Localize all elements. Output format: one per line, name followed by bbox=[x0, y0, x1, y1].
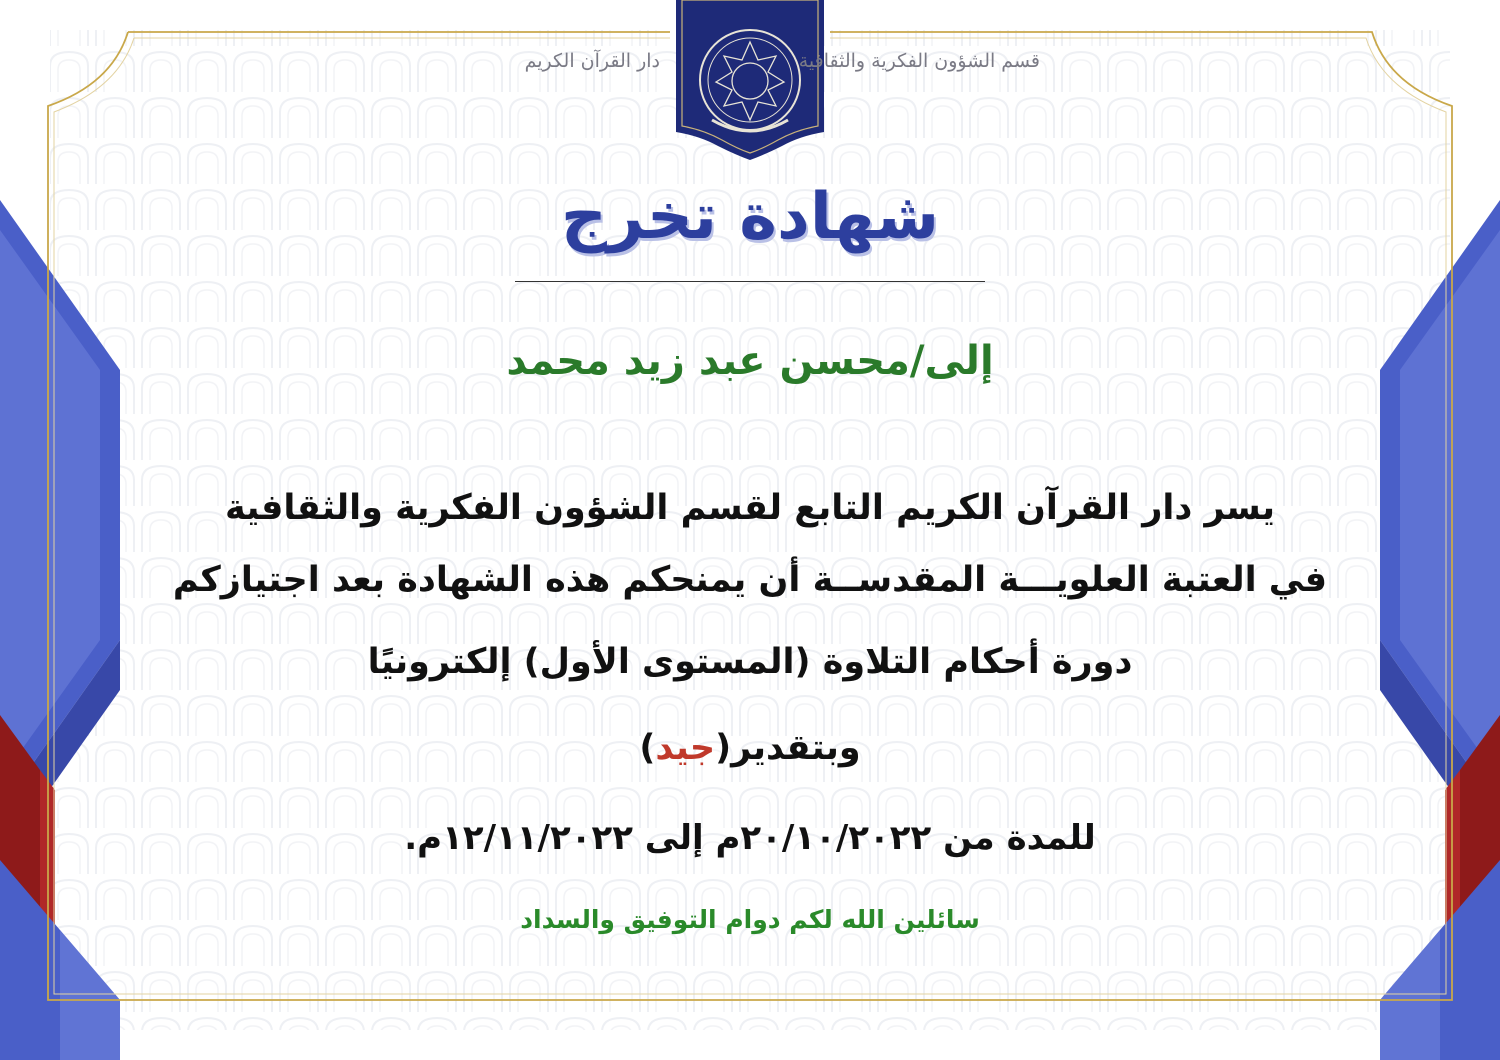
holy-shrine-seal bbox=[672, 0, 828, 160]
grade-open-paren: ( bbox=[715, 728, 732, 768]
body-line-3: دورة أحكام التلاوة (المستوى الأول) إلكترونيًا bbox=[367, 642, 1133, 682]
department-name: قسم الشؤون الفكرية والثقافية bbox=[798, 50, 1040, 72]
grade-prefix: وبتقدير bbox=[731, 728, 861, 768]
recipient-name: محسن عبد زيد محمد bbox=[506, 338, 910, 384]
certificate-title: شهادة تخرج bbox=[560, 180, 940, 254]
grade-close-paren: ) bbox=[639, 728, 656, 768]
closing-blessing: سائلين الله لكم دوام التوفيق والسداد bbox=[520, 905, 980, 934]
grade-value: جيد bbox=[655, 728, 716, 768]
recipient-prefix: إلى bbox=[924, 338, 994, 384]
body-line-1: يسر دار القرآن الكريم التابع لقسم الشؤون الفكرية والثقافية bbox=[224, 488, 1276, 528]
recipient-separator: / bbox=[909, 338, 925, 384]
title-divider bbox=[515, 281, 985, 282]
recipient-line bbox=[300, 338, 1200, 384]
quran-house-name: دار القرآن الكريم bbox=[524, 50, 660, 72]
course-date-range: للمدة من ٢٠/١٠/٢٠٢٢م إلى ١٢/١١/٢٠٢٢م. bbox=[404, 818, 1096, 858]
body-line-2: في العتبة العلويـــة المقدســة أن يمنحكم هذه الشهادة بعد اجتيازكم bbox=[172, 560, 1328, 600]
grade-line bbox=[140, 728, 1360, 768]
